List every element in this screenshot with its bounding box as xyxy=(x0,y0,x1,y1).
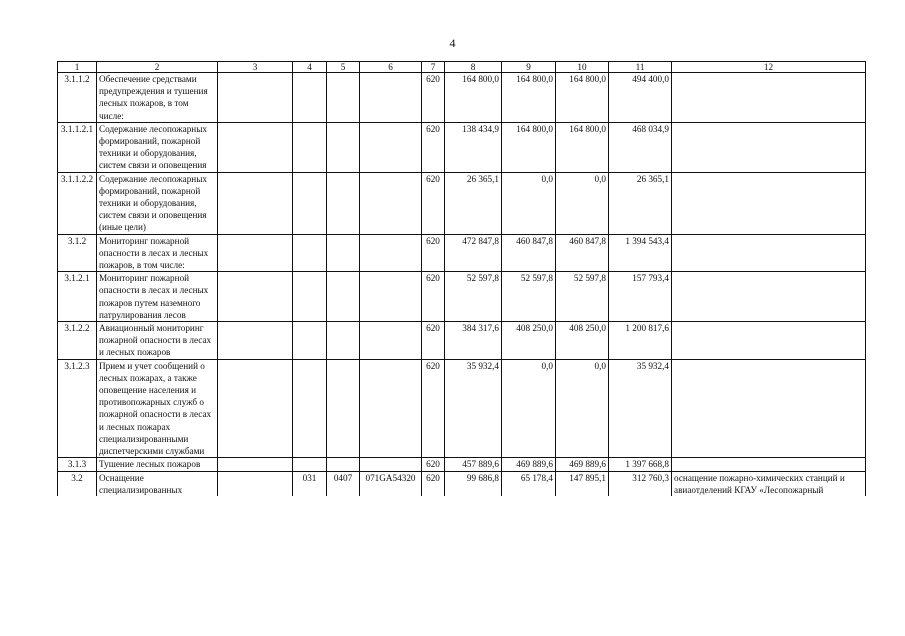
cell-col7: 620 xyxy=(422,471,445,496)
cell-col10: 460 847,8 xyxy=(556,234,609,272)
column-header: 12 xyxy=(672,62,866,73)
cell-col3 xyxy=(218,272,293,322)
cell-col6 xyxy=(360,234,422,272)
table-row xyxy=(58,272,866,322)
cell-col12 xyxy=(672,272,866,322)
cell-col11: 494 400,0 xyxy=(609,73,672,123)
cell-col4: 031 xyxy=(293,471,327,496)
cell-col9: 469 889,6 xyxy=(502,458,556,471)
cell-col7: 620 xyxy=(422,458,445,471)
table-row xyxy=(58,73,866,123)
cell-col9: 0,0 xyxy=(502,359,556,458)
cell-col9: 164 800,0 xyxy=(502,73,556,123)
cell-col12 xyxy=(672,73,866,123)
cell-col12 xyxy=(672,122,866,172)
cell-col12: оснащение пожарно-химических станций и авиаотделений КГАУ «Лесопожарный xyxy=(672,471,866,496)
cell-col5 xyxy=(327,458,360,471)
cell-col6 xyxy=(360,322,422,360)
cell-col11: 26 365,1 xyxy=(609,172,672,234)
table-row xyxy=(58,122,866,172)
cell-col10: 52 597,8 xyxy=(556,272,609,322)
cell-col6 xyxy=(360,359,422,458)
cell-col11: 1 394 543,4 xyxy=(609,234,672,272)
cell-col10: 0,0 xyxy=(556,172,609,234)
table-row xyxy=(58,234,866,272)
item-name: Содержание лесопожарных формирований, пожарной техники и оборудования, систем связи и оповещения xyxy=(97,122,218,172)
cell-col9: 65 178,4 xyxy=(502,471,556,496)
cell-col10: 147 895,1 xyxy=(556,471,609,496)
item-number: 3.1.2 xyxy=(58,234,97,272)
cell-col12 xyxy=(672,234,866,272)
item-name: Мониторинг пожарной опасности в лесах и лесных пожаров, в том числе: xyxy=(97,234,218,272)
table-row xyxy=(58,359,866,458)
column-header: 6 xyxy=(360,62,422,73)
cell-col6 xyxy=(360,73,422,123)
cell-col12 xyxy=(672,458,866,471)
cell-col8: 99 686,8 xyxy=(445,471,502,496)
cell-col5 xyxy=(327,359,360,458)
cell-col8: 384 317,6 xyxy=(445,322,502,360)
table-row xyxy=(58,172,866,234)
item-number: 3.1.3 xyxy=(58,458,97,471)
cell-col8: 164 800,0 xyxy=(445,73,502,123)
cell-col3 xyxy=(218,458,293,471)
cell-col3 xyxy=(218,234,293,272)
item-number: 3.2 xyxy=(58,471,97,496)
cell-col8: 457 889,6 xyxy=(445,458,502,471)
cell-col8: 138 434,9 xyxy=(445,122,502,172)
cell-col4 xyxy=(293,359,327,458)
item-name: Авиационный мониторинг пожарной опасности в лесах и лесных пожаров xyxy=(97,322,218,360)
column-header: 9 xyxy=(502,62,556,73)
budget-table xyxy=(57,61,866,496)
cell-col3 xyxy=(218,359,293,458)
cell-col6: 071GA54320 xyxy=(360,471,422,496)
cell-col7: 620 xyxy=(422,234,445,272)
cell-col11: 1 397 668,8 xyxy=(609,458,672,471)
page-number: 4 xyxy=(449,36,456,50)
cell-col11: 312 760,3 xyxy=(609,471,672,496)
cell-col8: 472 847,8 xyxy=(445,234,502,272)
cell-col5 xyxy=(327,272,360,322)
cell-col9: 0,0 xyxy=(502,172,556,234)
cell-col7: 620 xyxy=(422,359,445,458)
cell-col7: 620 xyxy=(422,272,445,322)
cell-col10: 469 889,6 xyxy=(556,458,609,471)
cell-col9: 164 800,0 xyxy=(502,122,556,172)
cell-col6 xyxy=(360,122,422,172)
cell-col4 xyxy=(293,234,327,272)
cell-col4 xyxy=(293,73,327,123)
item-name: Тушение лесных пожаров xyxy=(97,458,218,471)
cell-col9: 408 250,0 xyxy=(502,322,556,360)
cell-col9: 460 847,8 xyxy=(502,234,556,272)
cell-col10: 0,0 xyxy=(556,359,609,458)
item-name: Содержание лесопожарных формирований, пожарной техники и оборудования, систем связи и оповещения (иные цели) xyxy=(97,172,218,234)
item-name: Прием и учет сообщений о лесных пожарах, а также оповещение населения и противопожарных служб о пожарной опасности в лесах и лесных пожарах специализированными диспетчерскими службами xyxy=(97,359,218,458)
item-number: 3.1.2.3 xyxy=(58,359,97,458)
item-name: Мониторинг пожарной опасности в лесах и лесных пожаров путем наземного патрулирования лесов xyxy=(97,272,218,322)
cell-col5 xyxy=(327,234,360,272)
column-header: 2 xyxy=(97,62,218,73)
column-header: 5 xyxy=(327,62,360,73)
cell-col4 xyxy=(293,458,327,471)
item-number: 3.1.1.2 xyxy=(58,73,97,123)
cell-col5: 0407 xyxy=(327,471,360,496)
cell-col3 xyxy=(218,471,293,496)
item-number: 3.1.1.2.1 xyxy=(58,122,97,172)
cell-col7: 620 xyxy=(422,73,445,123)
cell-col5 xyxy=(327,322,360,360)
cell-col8: 35 932,4 xyxy=(445,359,502,458)
cell-col5 xyxy=(327,73,360,123)
cell-col11: 468 034,9 xyxy=(609,122,672,172)
cell-col6 xyxy=(360,172,422,234)
item-name: Обеспечение средствами предупреждения и тушения лесных пожаров, в том числе: xyxy=(97,73,218,123)
cell-col8: 52 597,8 xyxy=(445,272,502,322)
table-row xyxy=(58,458,866,471)
cell-col7: 620 xyxy=(422,322,445,360)
column-header: 1 xyxy=(58,62,97,73)
cell-col10: 408 250,0 xyxy=(556,322,609,360)
cell-col3 xyxy=(218,122,293,172)
cell-col3 xyxy=(218,73,293,123)
column-number-row xyxy=(58,62,866,73)
column-header: 10 xyxy=(556,62,609,73)
column-header: 7 xyxy=(422,62,445,73)
cell-col8: 26 365,1 xyxy=(445,172,502,234)
cell-col11: 35 932,4 xyxy=(609,359,672,458)
cell-col4 xyxy=(293,322,327,360)
item-number: 3.1.2.2 xyxy=(58,322,97,360)
column-header: 3 xyxy=(218,62,293,73)
cell-col10: 164 800,0 xyxy=(556,73,609,123)
cell-col7: 620 xyxy=(422,172,445,234)
table-row xyxy=(58,322,866,360)
cell-col4 xyxy=(293,272,327,322)
cell-col6 xyxy=(360,458,422,471)
cell-col4 xyxy=(293,122,327,172)
cell-col12 xyxy=(672,322,866,360)
cell-col4 xyxy=(293,172,327,234)
column-header: 8 xyxy=(445,62,502,73)
cell-col11: 1 200 817,6 xyxy=(609,322,672,360)
cell-col11: 157 793,4 xyxy=(609,272,672,322)
cell-col3 xyxy=(218,322,293,360)
cell-col9: 52 597,8 xyxy=(502,272,556,322)
cell-col5 xyxy=(327,172,360,234)
item-name: Оснащение специализированных xyxy=(97,471,218,496)
item-number: 3.1.2.1 xyxy=(58,272,97,322)
column-header: 4 xyxy=(293,62,327,73)
cell-col6 xyxy=(360,272,422,322)
cell-col3 xyxy=(218,172,293,234)
cell-col12 xyxy=(672,359,866,458)
cell-col10: 164 800,0 xyxy=(556,122,609,172)
table-row xyxy=(58,471,866,496)
column-header: 11 xyxy=(609,62,672,73)
cell-col7: 620 xyxy=(422,122,445,172)
cell-col5 xyxy=(327,122,360,172)
cell-col12 xyxy=(672,172,866,234)
item-number: 3.1.1.2.2 xyxy=(58,172,97,234)
